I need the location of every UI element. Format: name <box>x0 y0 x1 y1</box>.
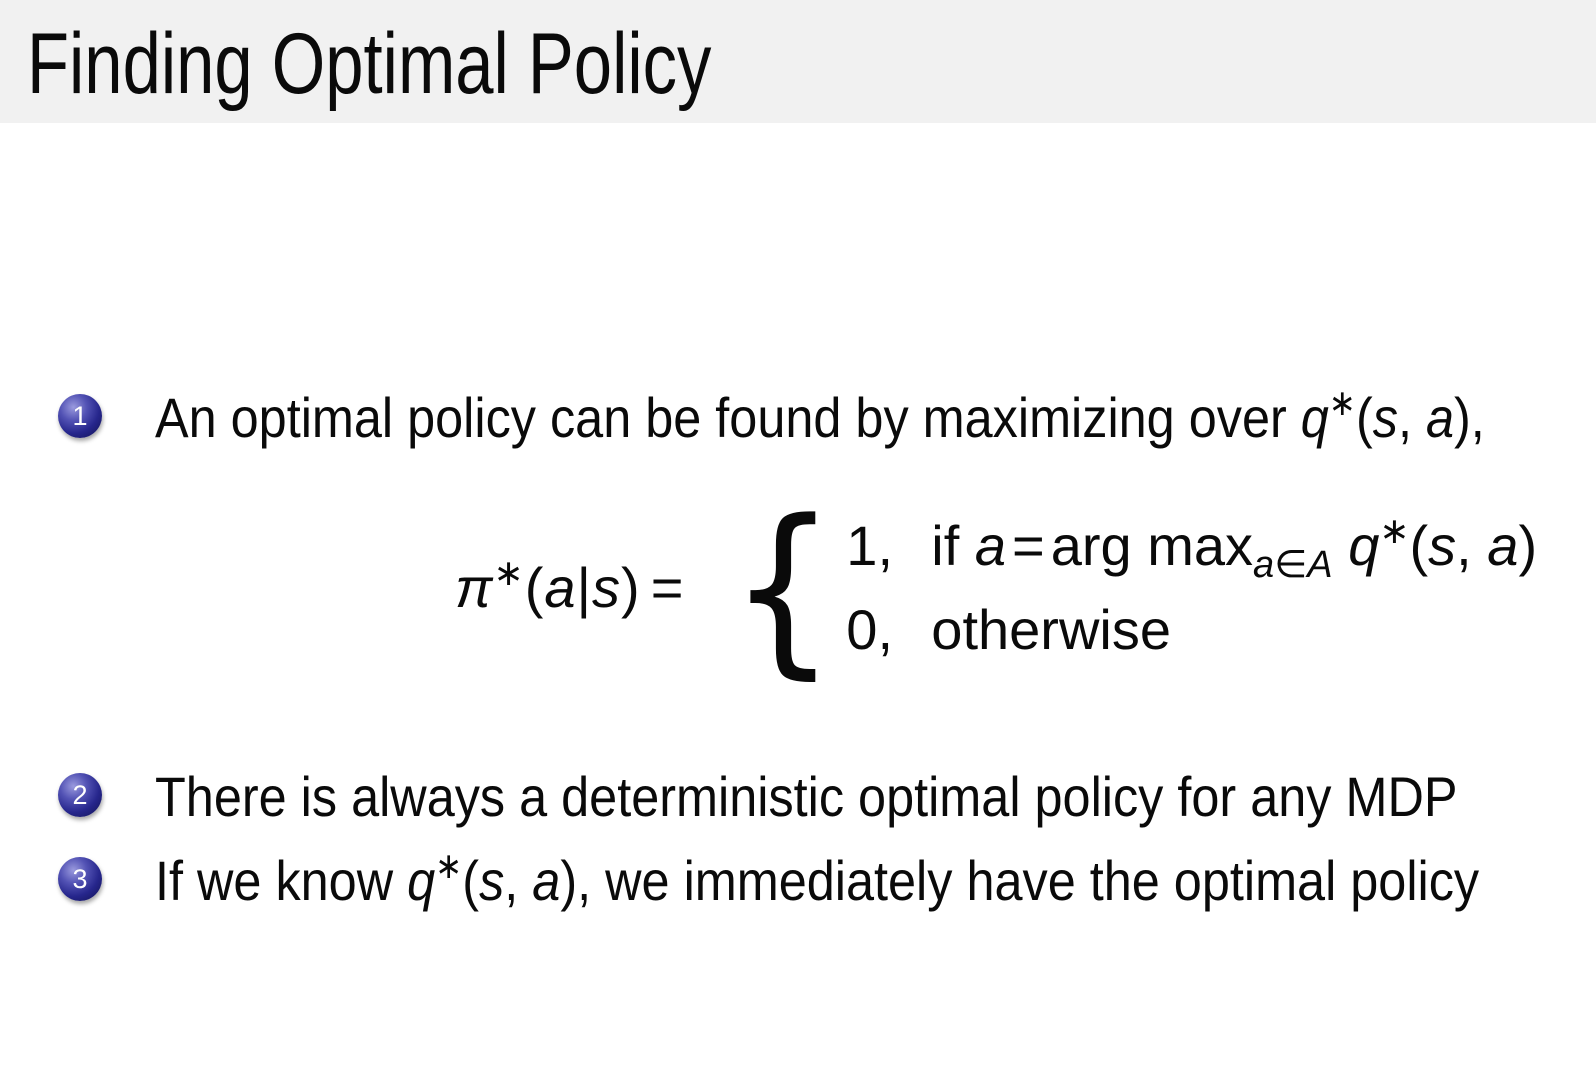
math-s: s <box>1428 514 1457 577</box>
ball-number-3: 3 <box>72 863 88 894</box>
math-a: a <box>974 514 1007 577</box>
cases-brace: { <box>729 480 837 696</box>
math-star-sup: ∗ <box>435 845 463 886</box>
enumerate-ball-1-icon <box>58 394 102 438</box>
math-a: a <box>532 849 561 912</box>
math-star-sup: ∗ <box>1379 510 1410 551</box>
math-sub-A: A <box>1307 544 1333 586</box>
element-of-symbol: ∈ <box>1274 544 1308 586</box>
math-star-sup: ∗ <box>1328 382 1356 423</box>
math-s: s <box>592 556 622 619</box>
math-s: s <box>1372 386 1398 449</box>
enumerate-ball-3-icon <box>58 857 102 901</box>
cases-equation <box>455 480 1538 696</box>
math-s: s <box>479 849 505 912</box>
math-close-paren: ) <box>1518 514 1538 577</box>
math-open-paren: ( <box>462 849 480 912</box>
equals-sign: = <box>1012 514 1045 577</box>
math-bar: | <box>576 556 593 619</box>
math-comma: , <box>1397 386 1426 449</box>
case-row-2 <box>846 598 1537 661</box>
math-q: q <box>1300 386 1329 449</box>
ball-number-2: 2 <box>72 779 88 810</box>
bullet-text-3 <box>155 845 1480 912</box>
math-a: a <box>1425 386 1455 449</box>
bullet-text-2 <box>155 765 1458 828</box>
math-open-paren: ( <box>1355 386 1373 449</box>
math-open-paren: ( <box>1409 514 1429 577</box>
argmax-subscript <box>1253 544 1333 586</box>
otherwise-text: otherwise <box>931 598 1171 661</box>
cases-rows <box>846 510 1538 661</box>
math-star-sup: ∗ <box>493 552 525 593</box>
argmax-operator: arg max <box>1050 514 1254 577</box>
frame-title-bar <box>0 0 1596 123</box>
math-close-paren: ) <box>560 849 578 912</box>
math-close-paren: ) <box>621 556 641 619</box>
math-pi: π <box>455 556 494 619</box>
case-2-value: 0, <box>846 598 893 661</box>
bullet-item-2 <box>58 765 1596 828</box>
math-a: a <box>1487 514 1519 577</box>
math-comma: , <box>504 849 533 912</box>
bullet-1-prefix: An optimal policy can be found by maximizing over <box>155 386 1301 449</box>
bullet-1-suffix: , <box>1470 386 1485 449</box>
bullet-item-3 <box>58 845 1596 912</box>
math-q: q <box>1348 514 1380 577</box>
equation-lhs <box>455 552 694 619</box>
case-1-value: 1, <box>846 514 893 577</box>
math-open-paren: ( <box>524 556 545 619</box>
case-row-1 <box>846 510 1538 586</box>
equals-sign: = <box>650 556 685 619</box>
if-word: if <box>931 514 960 577</box>
bullet-text-1 <box>155 382 1485 449</box>
math-close-paren: ) <box>1454 386 1471 449</box>
frame-title-text: Finding Optimal Policy <box>27 16 712 112</box>
ball-number-1: 1 <box>72 400 88 431</box>
bullet-3-prefix: If we know <box>155 849 408 912</box>
enumerate-ball-2-icon <box>58 773 102 817</box>
bullet-2-prefix: There is always a deterministic optimal policy for any MDP <box>155 765 1458 828</box>
bullet-item-1 <box>58 382 1596 449</box>
math-q: q <box>407 849 436 912</box>
math-sub-a: a <box>1253 544 1275 586</box>
math-a: a <box>544 556 577 619</box>
bullet-3-suffix: , we immediately have the optimal policy <box>577 849 1480 912</box>
frame-title <box>27 16 883 112</box>
math-comma: , <box>1456 514 1488 577</box>
